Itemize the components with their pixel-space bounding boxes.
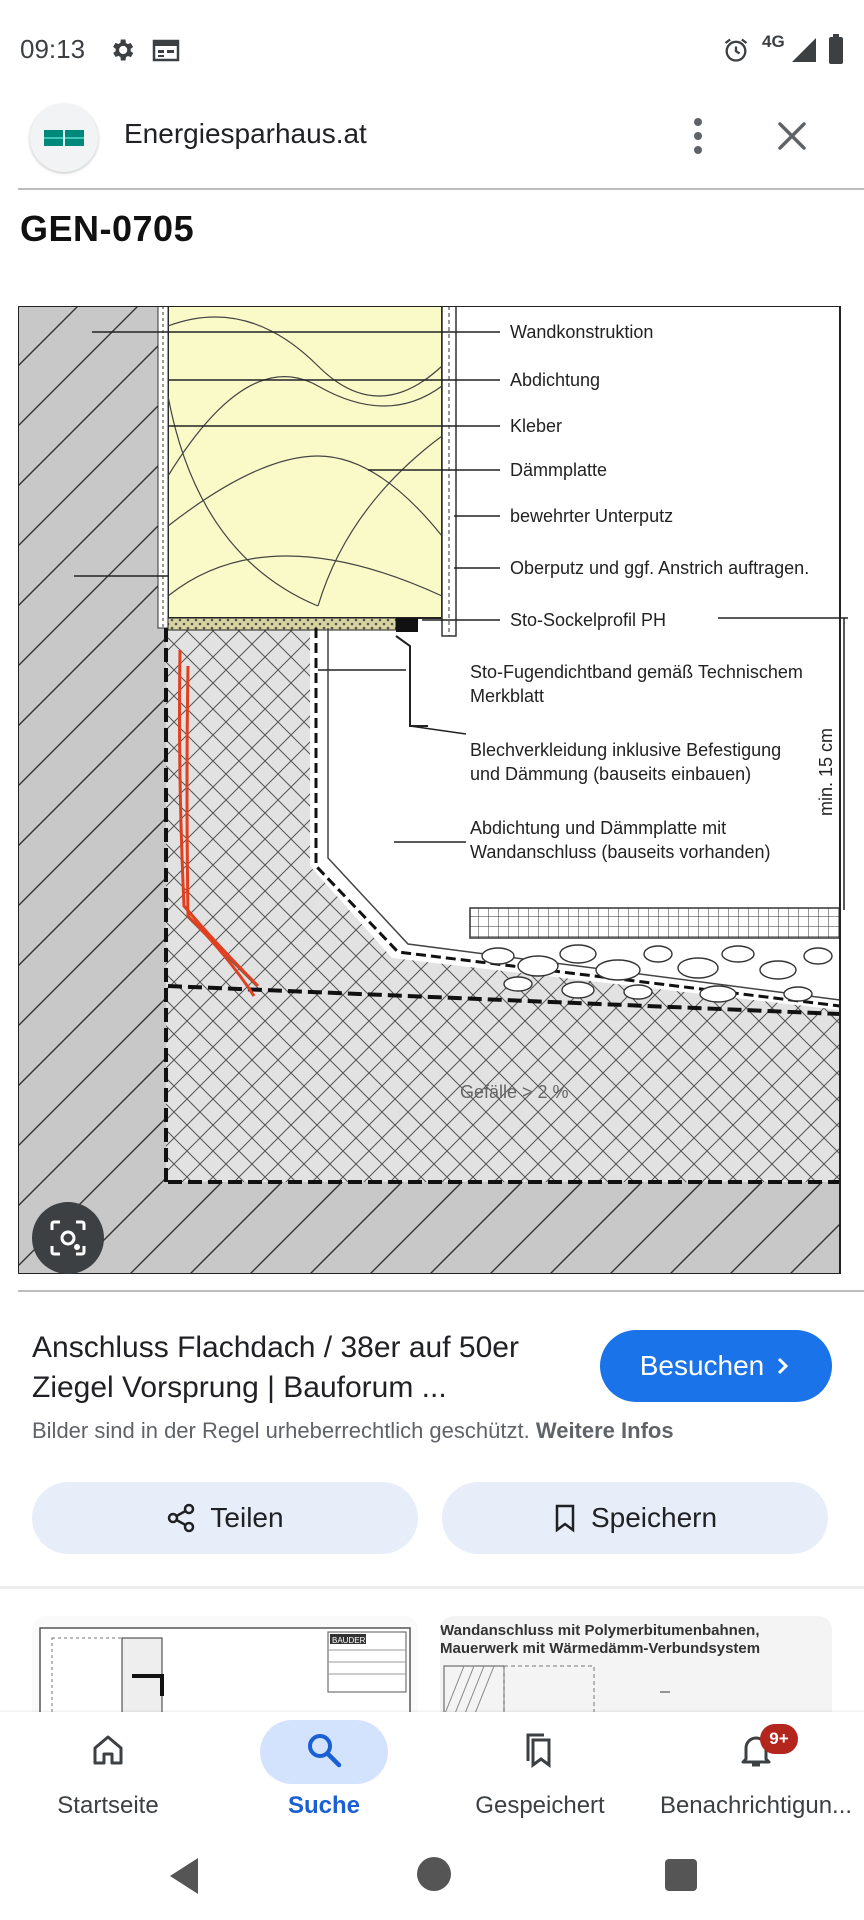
thumb1-brand: BAUDER <box>332 1636 366 1645</box>
result-title[interactable]: Anschluss Flachdach / 38er auf 50er Ziegel Vorsprung | Bauforum ... <box>32 1331 519 1404</box>
alarm-icon <box>722 36 750 69</box>
copyright-notice <box>32 1418 674 1444</box>
label-blech-2: und Dämmung (bauseits einbauen) <box>470 764 752 784</box>
label-wandkonstruktion: Wandkonstruktion <box>510 322 654 342</box>
settings-gear-icon <box>108 36 136 69</box>
related-image-1[interactable] <box>32 1616 418 1712</box>
site-title[interactable]: Energiesparhaus.at <box>124 118 367 149</box>
label-abdichtung-wand-2: Wandanschluss (bauseits vorhanden) <box>470 842 771 862</box>
nav-label-suche: Suche <box>287 1792 361 1819</box>
site-logo-icon <box>30 104 98 172</box>
visit-label: Besuchen <box>639 1350 765 1381</box>
share-label: Teilen <box>210 1502 284 1533</box>
close-icon <box>772 116 812 156</box>
label-unterputz: bewehrter Unterputz <box>510 506 674 526</box>
lens-camera-icon <box>48 1218 88 1258</box>
home-icon <box>78 1722 138 1778</box>
close-button[interactable] <box>772 116 812 156</box>
search-icon <box>294 1722 354 1778</box>
copyright-text: Bilder sind in der Regel urheberrechtlich geschützt. <box>32 1418 530 1443</box>
recents-icon[interactable] <box>664 1858 698 1892</box>
visit-button[interactable] <box>600 1330 832 1402</box>
status-time: 09:13 <box>20 34 86 64</box>
technical-drawing[interactable] <box>18 306 848 1274</box>
back-icon[interactable] <box>166 1856 202 1896</box>
label-min-height: min. 15 cm <box>816 727 836 816</box>
label-fugendichtband-1: Sto-Fugendichtband gemäß Technischem <box>470 662 803 682</box>
label-fugendichtband-2: Merkblatt <box>470 686 545 706</box>
share-button[interactable] <box>32 1482 418 1554</box>
nav-benachrichtigungen[interactable] <box>648 1712 864 1832</box>
thumb2-line2: Mauerwerk mit Wärmedämm-Verbundsystem <box>440 1640 761 1657</box>
label-abdichtung-wand-1: Abdichtung und Dämmplatte mit <box>470 818 727 838</box>
label-gefaelle: Gefälle > 2 % <box>460 1082 569 1102</box>
label-sockelprofil: Sto-Sockelprofil PH <box>510 610 667 630</box>
label-daemmplatte: Dämmplatte <box>510 460 608 480</box>
system-navigation-bar <box>0 1832 864 1920</box>
nav-label-startseite: Startseite <box>57 1792 159 1819</box>
bottom-navigation <box>0 1712 864 1832</box>
related-drawing-1 <box>32 1616 418 1712</box>
header-divider <box>18 188 864 190</box>
save-label: Speichern <box>590 1502 718 1533</box>
nav-label-gespeichert: Gespeichert <box>475 1792 605 1819</box>
notification-badge: 9+ <box>760 1724 798 1754</box>
bookmark-icon <box>553 1503 577 1533</box>
label-kleber: Kleber <box>510 416 563 436</box>
save-button[interactable] <box>442 1482 828 1554</box>
nav-suche[interactable] <box>216 1712 432 1832</box>
nav-gespeichert[interactable] <box>432 1712 648 1832</box>
network-type: 4G <box>762 32 785 51</box>
nav-label-benachrichtigungen: Benachrichtigun... <box>659 1792 853 1819</box>
site-logo[interactable] <box>30 104 98 172</box>
related-image-2[interactable] <box>440 1616 832 1712</box>
nav-startseite[interactable] <box>0 1712 216 1832</box>
label-blech-1: Blechverkleidung inklusive Befestigung <box>470 740 782 760</box>
home-circle-icon[interactable] <box>416 1856 452 1892</box>
drawing-title: GEN-0705 <box>20 208 195 249</box>
saved-icon <box>510 1722 570 1778</box>
lens-search-button[interactable] <box>32 1202 104 1274</box>
more-options-button[interactable] <box>680 114 716 158</box>
more-vert-icon <box>680 114 716 158</box>
label-oberputz: Oberputz und ggf. Anstrich auftragen. <box>510 558 810 578</box>
chevron-right-icon <box>774 1354 792 1378</box>
battery-icon <box>828 34 844 69</box>
status-bar <box>0 0 864 96</box>
related-drawing-2 <box>440 1662 832 1712</box>
share-icon <box>166 1503 196 1533</box>
label-abdichtung: Abdichtung <box>510 370 601 390</box>
more-info-link[interactable]: Weitere Infos <box>535 1418 674 1443</box>
section-divider <box>0 1586 864 1589</box>
thumb2-line1: Wandanschluss mit Polymerbitumenbahnen, <box>440 1622 760 1639</box>
signal-icon <box>790 36 818 69</box>
calendar-icon <box>152 38 180 67</box>
image-divider <box>18 1290 864 1292</box>
